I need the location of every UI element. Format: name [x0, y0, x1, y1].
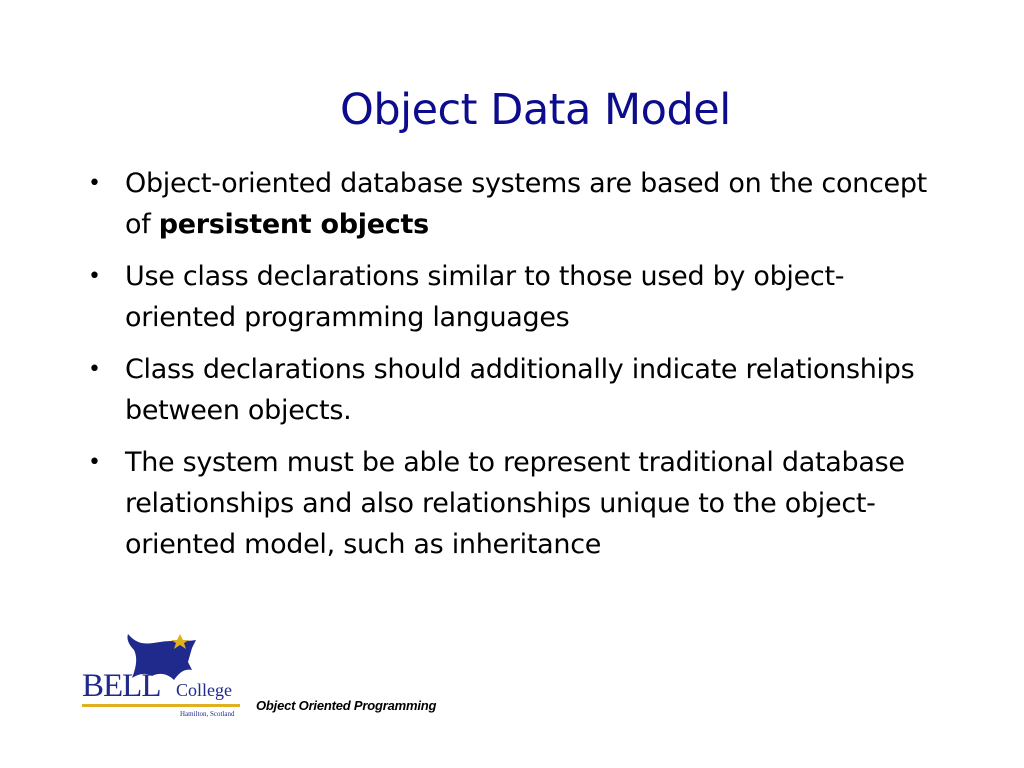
bullet-text-bold: persistent objects [158, 209, 429, 240]
bell-college-logo [80, 628, 250, 718]
svg-text:Hamilton, Scotland: Hamilton, Scotland [180, 710, 235, 718]
bullet-item [88, 442, 948, 565]
bullet-text: Class declarations should additionally indicate relationships between objects. [125, 354, 915, 426]
bullet-text: The system must be able to represent traditional database relationships and also relationships unique to the object-oriented model, such as inheritance [125, 447, 905, 560]
bullet-item [88, 163, 948, 245]
bullet-icon: • [88, 357, 101, 382]
bullet-icon: • [88, 264, 101, 289]
slide-title: Object Data Model [340, 85, 731, 135]
course-name: Object Oriented Programming [256, 698, 437, 713]
bullet-item [88, 349, 948, 431]
svg-text:College: College [176, 680, 232, 700]
footer [80, 628, 500, 728]
svg-text:BELL: BELL [82, 668, 161, 704]
bullet-icon: • [88, 450, 101, 475]
bullet-icon: • [88, 171, 101, 196]
bullet-text: Object-oriented database systems are based on the concept of [125, 168, 927, 240]
bullet-item [88, 256, 948, 338]
bullet-list [88, 163, 948, 576]
bullet-text: Use class declarations similar to those used by object-oriented programming languages [125, 261, 845, 333]
